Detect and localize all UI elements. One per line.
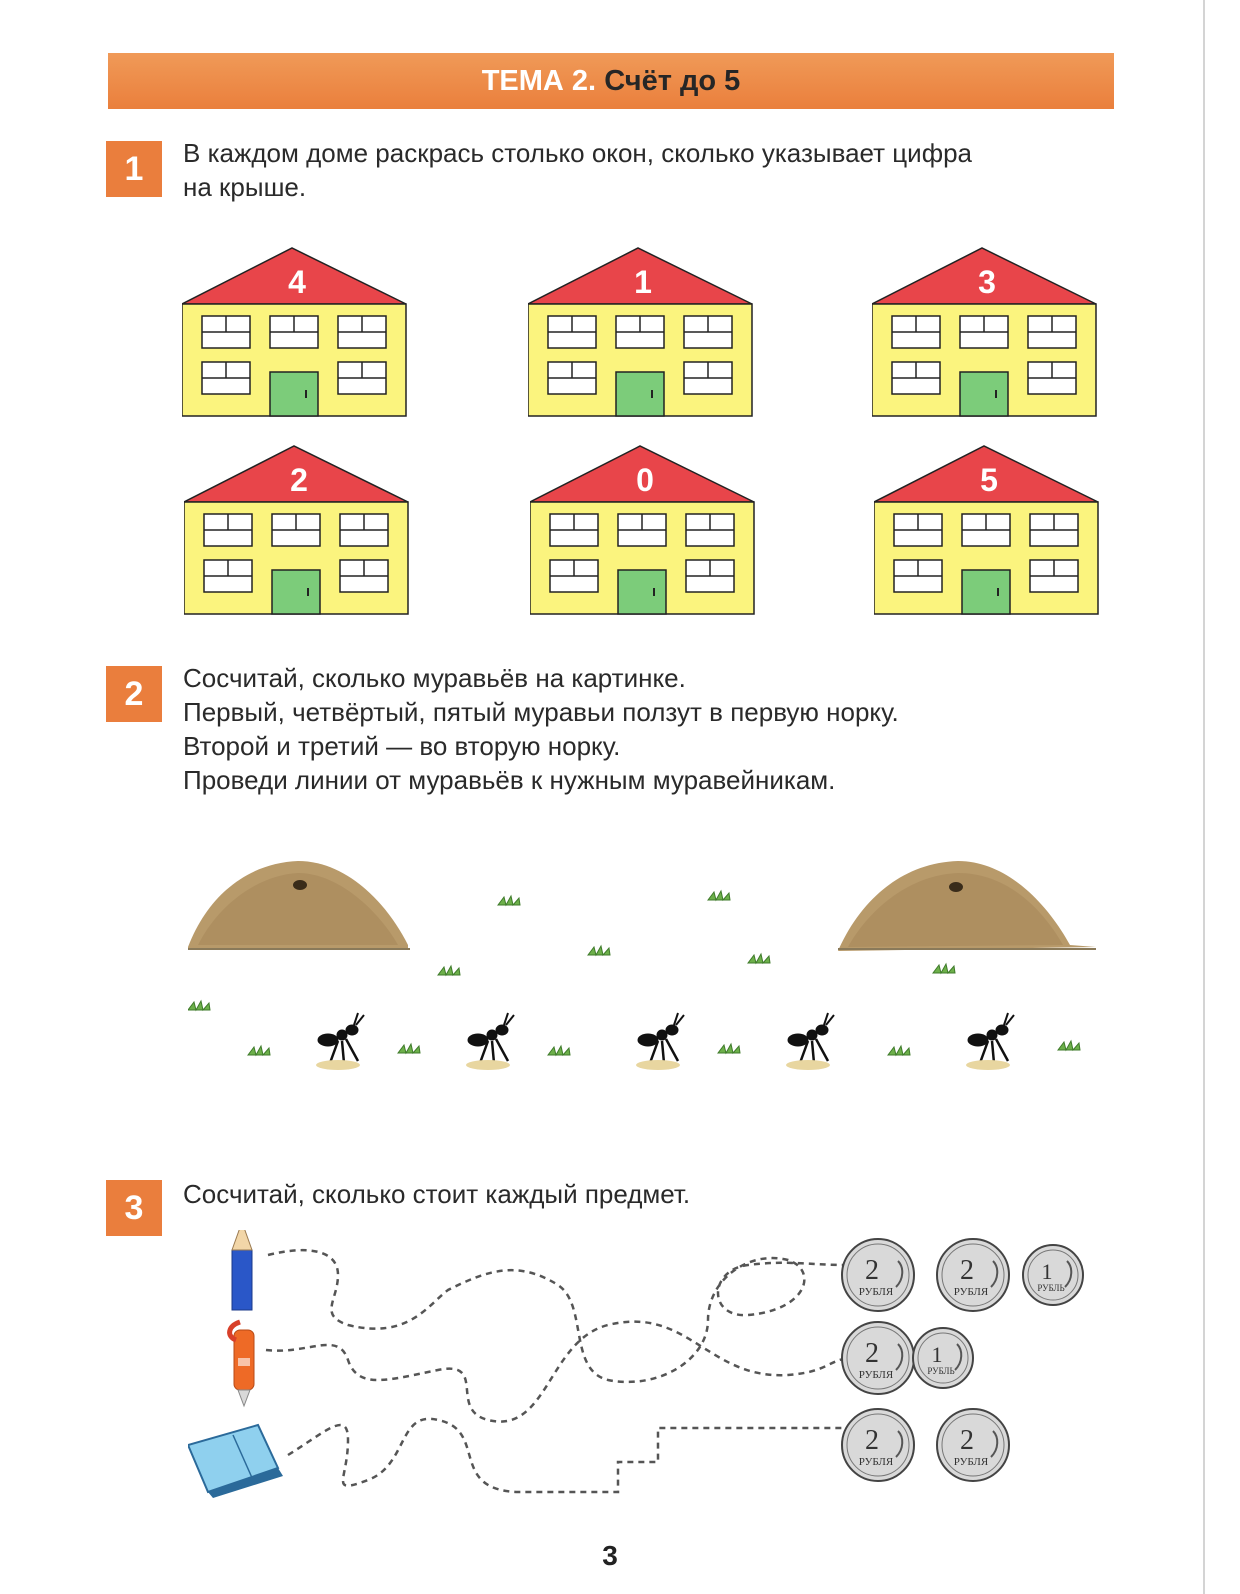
house [874, 444, 1104, 616]
anthill-right [838, 861, 1096, 951]
window [684, 316, 732, 348]
coin-value: 2 [960, 1425, 974, 1456]
coin-2-rubles [842, 1409, 914, 1481]
coin-label: РУБЛЬ [927, 1366, 955, 1376]
window [892, 362, 940, 394]
ant-scene [188, 845, 1114, 1105]
coin-label: РУБЛЬ [1037, 1283, 1065, 1293]
anthill-left [188, 861, 410, 949]
task-1-instructions [183, 136, 972, 204]
window [1030, 560, 1078, 592]
window [272, 514, 320, 546]
topic-title [108, 53, 1114, 109]
topic-label: ТЕМА 2. [481, 65, 597, 97]
window [686, 514, 734, 546]
coin-label: РУБЛЯ [858, 1286, 894, 1298]
window [894, 514, 942, 546]
grass-tuft [498, 896, 520, 905]
window [1028, 362, 1076, 394]
topic-name: Счёт до 5 [604, 65, 741, 97]
grass-tuft [248, 1046, 270, 1055]
coin-1-ruble [1023, 1245, 1083, 1305]
coin-label: РУБЛЯ [953, 1456, 989, 1468]
roof-number: 1 [634, 264, 652, 300]
coin-label: РУБЛЯ [858, 1369, 894, 1381]
task-3-instructions [183, 1177, 690, 1211]
grass-tuft [888, 1046, 910, 1055]
coin-value: 2 [865, 1255, 879, 1286]
window [894, 560, 942, 592]
coin-value: 1 [931, 1342, 943, 1367]
window [618, 514, 666, 546]
grass-tuft [933, 964, 955, 973]
topic-header [108, 53, 1114, 109]
task-2-line-4: Проведи линии от муравьёв к нужным муравейникам. [183, 765, 836, 795]
ant-icon [786, 1013, 834, 1070]
roof-number: 4 [288, 264, 306, 300]
ant-icon [316, 1013, 364, 1070]
task-2-instructions [183, 661, 899, 797]
window [340, 514, 388, 546]
coin-value: 2 [865, 1425, 879, 1456]
coin-2-rubles [842, 1322, 914, 1394]
window [892, 316, 940, 348]
house [182, 246, 412, 418]
task-number-2: 2 [106, 666, 162, 722]
coin-value: 2 [865, 1338, 879, 1369]
window [548, 362, 596, 394]
task-2-line-1: Сосчитай, сколько муравьёв на картинке. [183, 663, 686, 693]
coin-label: РУБЛЯ [858, 1456, 894, 1468]
grass-tuft [548, 1046, 570, 1055]
ant-icon [966, 1013, 1014, 1070]
ant-icon [636, 1013, 684, 1070]
house [528, 246, 758, 418]
pen-icon [230, 1322, 254, 1406]
task-3-line-1: Сосчитай, сколько стоит каждый предмет. [183, 1179, 691, 1209]
coin-2-rubles [937, 1239, 1009, 1311]
window [686, 560, 734, 592]
coin-value: 1 [1041, 1259, 1053, 1284]
price-maze [188, 1230, 1148, 1530]
task-1-line-2: на крыше. [183, 172, 307, 202]
window [550, 514, 598, 546]
grass-tuft [1058, 1041, 1080, 1050]
window [684, 362, 732, 394]
coin-label: РУБЛЯ [953, 1286, 989, 1298]
coin-2-rubles [842, 1239, 914, 1311]
grass-tuft [708, 891, 730, 900]
house [530, 444, 760, 616]
window [1028, 316, 1076, 348]
roof-number: 0 [636, 462, 654, 498]
ant-icon [466, 1013, 514, 1070]
window [960, 316, 1008, 348]
window [204, 514, 252, 546]
window [548, 316, 596, 348]
window [962, 514, 1010, 546]
grass-tuft [398, 1044, 420, 1053]
grass-tuft [718, 1044, 740, 1053]
pencil-icon [232, 1230, 252, 1310]
window [202, 316, 250, 348]
task-1-line-1: В каждом доме раскрась столько окон, сколько указывает цифра [183, 138, 973, 168]
window [202, 362, 250, 394]
task-number-1: 1 [106, 141, 162, 197]
page-number: 3 [602, 1540, 618, 1571]
grass-tuft [748, 954, 770, 963]
window [616, 316, 664, 348]
grass-tuft [188, 1001, 210, 1010]
coin-1-ruble [913, 1328, 973, 1388]
grass-tuft [588, 946, 610, 955]
house [872, 246, 1102, 418]
task-number-3: 3 [106, 1180, 162, 1236]
house [184, 444, 414, 616]
page-edge [1203, 0, 1205, 1594]
roof-number: 5 [980, 462, 998, 498]
task-2-line-2: Первый, четвёртый, пятый муравьи ползут в первую норку. [183, 697, 899, 727]
window [1030, 514, 1078, 546]
window [338, 362, 386, 394]
grass-tuft [438, 966, 460, 975]
coin-2-rubles [937, 1409, 1009, 1481]
task-2-line-3: Второй и третий — во вторую норку. [183, 731, 621, 761]
window [340, 560, 388, 592]
book-icon [188, 1425, 283, 1498]
coin-value: 2 [960, 1255, 974, 1286]
roof-number: 3 [978, 264, 996, 300]
window [204, 560, 252, 592]
roof-number: 2 [290, 462, 308, 498]
window [270, 316, 318, 348]
window [550, 560, 598, 592]
window [338, 316, 386, 348]
